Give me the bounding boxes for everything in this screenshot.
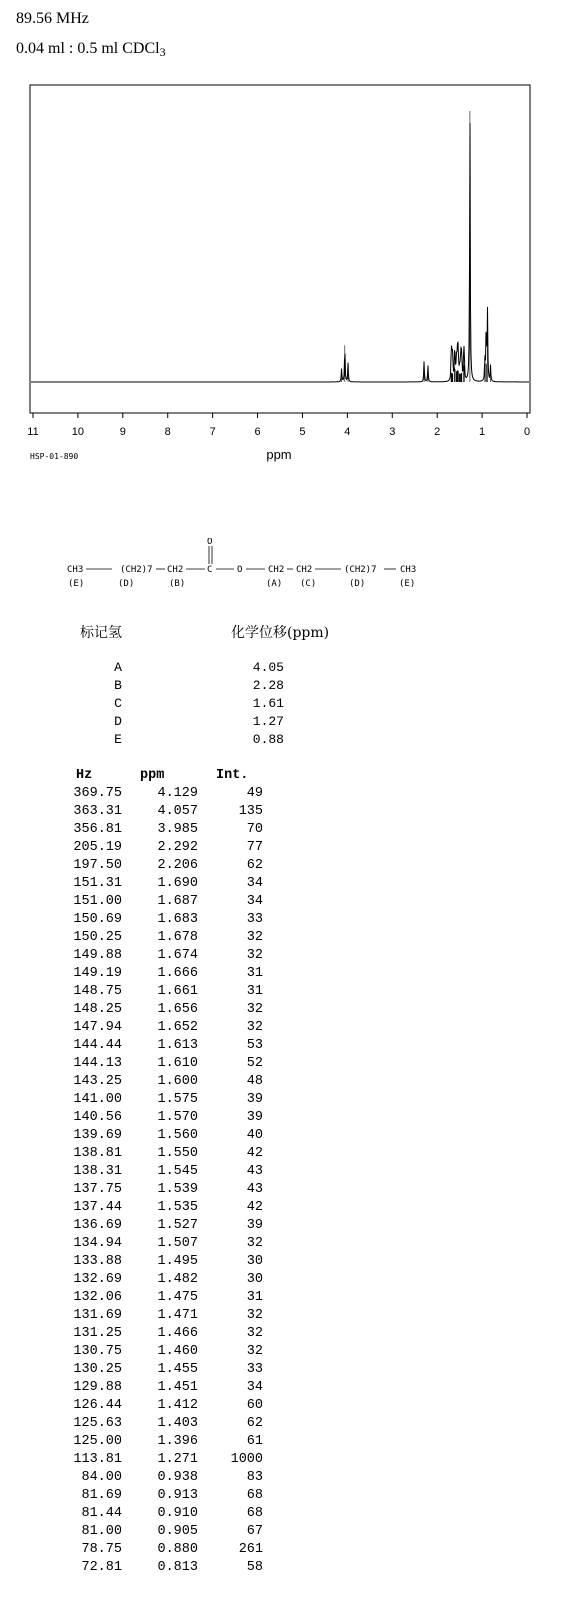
- sample-subscript: 3: [159, 45, 166, 59]
- peak-ppm: 0.813: [157, 1560, 198, 1575]
- formula-group: (CH2)7: [344, 565, 377, 575]
- peak-ppm: 0.913: [157, 1488, 198, 1503]
- peak-ppm: 1.678: [157, 930, 198, 945]
- peak-ppm: 4.057: [157, 804, 198, 819]
- peak-hz: 126.44: [73, 1398, 122, 1413]
- peak-hz: 143.25: [73, 1074, 122, 1089]
- peak-ppm: 1.271: [157, 1452, 198, 1467]
- peak-intensity: 43: [246, 1164, 263, 1179]
- peak-intensity: 32: [246, 1002, 263, 1017]
- peak-row: [0, 786, 300, 804]
- x-axis-label: ppm: [266, 447, 292, 462]
- peak-hz: 149.19: [73, 966, 122, 981]
- peak-intensity: 83: [246, 1470, 263, 1485]
- peak-intensity: 42: [246, 1200, 263, 1215]
- peak-intensity: 70: [246, 822, 263, 837]
- peak-hz: 139.69: [73, 1128, 122, 1143]
- peak-ppm: 0.880: [157, 1542, 198, 1557]
- peak-intensity: 34: [246, 876, 263, 891]
- sample-text: 0.04 ml : 0.5 ml CDCl: [16, 40, 160, 57]
- peak-intensity: 30: [246, 1272, 263, 1287]
- peak-ppm: 1.451: [157, 1380, 198, 1395]
- peak-hz: 148.75: [73, 984, 122, 999]
- peak-row: [0, 1254, 300, 1272]
- peak-ppm: 1.412: [157, 1398, 198, 1413]
- peak-row: [0, 1308, 300, 1326]
- shift-label: D: [114, 714, 122, 729]
- spectrum-trace: [31, 123, 529, 382]
- peak-hz: 125.00: [73, 1434, 122, 1449]
- peak-ppm: 1.475: [157, 1290, 198, 1305]
- peak-row: [0, 1272, 300, 1290]
- peak-hz: 137.44: [73, 1200, 122, 1215]
- shift-row: [0, 678, 300, 696]
- peak-ppm: 1.666: [157, 966, 198, 981]
- peak-hz: 144.44: [73, 1038, 122, 1053]
- peak-row: [0, 1020, 300, 1038]
- x-tick-label: 5: [299, 426, 306, 438]
- peak-ppm: 1.610: [157, 1056, 198, 1071]
- peak-ppm: 1.656: [157, 1002, 198, 1017]
- peak-intensity: 53: [246, 1038, 263, 1053]
- peak-hz: 149.88: [73, 948, 122, 963]
- peak-ppm: 1.545: [157, 1164, 198, 1179]
- formula-label: (C): [300, 579, 317, 589]
- peak-intensity: 32: [246, 1344, 263, 1359]
- peak-intensity: 68: [246, 1488, 263, 1503]
- peak-intensity: 77: [246, 840, 263, 855]
- peak-hz: 150.25: [73, 930, 122, 945]
- peak-row: [0, 1056, 300, 1074]
- peak-row: [0, 1236, 300, 1254]
- peak-row: [0, 1470, 300, 1488]
- shift-row: [0, 660, 300, 678]
- peak-hz: 125.63: [73, 1416, 122, 1431]
- peak-ppm: 2.206: [157, 858, 198, 873]
- peak-ppm: 1.396: [157, 1434, 198, 1449]
- peak-hz: 134.94: [73, 1236, 122, 1251]
- peak-row: [0, 1452, 300, 1470]
- peak-hz: 369.75: [73, 786, 122, 801]
- peak-ppm: 0.905: [157, 1524, 198, 1539]
- shift-row: [0, 732, 300, 750]
- shift-value: 0.88: [252, 732, 284, 747]
- peak-intensity: 32: [246, 1326, 263, 1341]
- peak-row: [0, 1218, 300, 1236]
- peak-hz: 197.50: [73, 858, 122, 873]
- formula-group: CH2: [268, 565, 285, 575]
- peak-header-hz: Hz: [76, 768, 93, 783]
- formula-label: (D): [118, 579, 135, 589]
- peak-ppm: 1.539: [157, 1182, 198, 1197]
- peak-ppm: 1.482: [157, 1272, 198, 1287]
- peak-row: [0, 876, 300, 894]
- peak-row: [0, 1164, 300, 1182]
- peak-intensity: 135: [238, 804, 263, 819]
- shift-value: 4.05: [252, 660, 284, 675]
- sample-description: [16, 40, 166, 58]
- spectrometer-frequency: 89.56 MHz: [16, 10, 89, 27]
- peak-row: [0, 1488, 300, 1506]
- peak-hz: 129.88: [73, 1380, 122, 1395]
- peak-ppm: 1.535: [157, 1200, 198, 1215]
- formula-group: O: [237, 565, 243, 575]
- peak-ppm: 4.129: [157, 786, 198, 801]
- peak-row: [0, 1380, 300, 1398]
- peak-intensity: 33: [246, 1362, 263, 1377]
- shift-ppm-header: 化学位移(ppm): [231, 625, 330, 641]
- peak-row: [0, 858, 300, 876]
- x-tick-label: 11: [27, 426, 39, 438]
- peak-row: [0, 984, 300, 1002]
- peak-row: [0, 1074, 300, 1092]
- peak-intensity: 33: [246, 912, 263, 927]
- shift-row: [0, 714, 300, 732]
- shift-label-header: 标记氢: [80, 625, 122, 641]
- x-tick-label: 2: [434, 426, 441, 438]
- peak-ppm: 2.292: [157, 840, 198, 855]
- peak-intensity: 32: [246, 1020, 263, 1035]
- peak-row: [0, 1362, 300, 1380]
- shift-row: [0, 696, 300, 714]
- peak-intensity: 39: [246, 1218, 263, 1233]
- peak-row: [0, 1110, 300, 1128]
- structure-formula: [60, 538, 440, 598]
- peak-hz: 131.25: [73, 1326, 122, 1341]
- shift-value: 1.27: [252, 714, 284, 729]
- peak-header-ppm: ppm: [140, 768, 165, 783]
- formula-label: (E): [399, 579, 416, 589]
- peak-ppm: 3.985: [157, 822, 198, 837]
- peak-hz: 140.56: [73, 1110, 122, 1125]
- peak-intensity: 62: [246, 1416, 263, 1431]
- x-tick-label: 9: [119, 426, 126, 438]
- peak-ppm: 1.575: [157, 1092, 198, 1107]
- peak-row: [0, 1542, 300, 1560]
- peak-ppm: 0.938: [157, 1470, 198, 1485]
- peak-ppm: 1.466: [157, 1326, 198, 1341]
- peak-intensity: 39: [246, 1110, 263, 1125]
- peak-intensity: 62: [246, 858, 263, 873]
- peak-intensity: 52: [246, 1056, 263, 1071]
- x-tick-label: 6: [254, 426, 261, 438]
- peak-row: [0, 1560, 300, 1578]
- peak-hz: 130.25: [73, 1362, 122, 1377]
- peak-ppm: 1.570: [157, 1110, 198, 1125]
- peak-hz: 113.81: [73, 1452, 122, 1467]
- peak-row: [0, 840, 300, 858]
- peak-hz: 138.81: [73, 1146, 122, 1161]
- peak-hz: 151.00: [73, 894, 122, 909]
- peak-hz: 148.25: [73, 1002, 122, 1017]
- peak-hz: 132.06: [73, 1290, 122, 1305]
- peak-row: [0, 1506, 300, 1524]
- x-tick-label: 7: [209, 426, 216, 438]
- peak-intensity: 42: [246, 1146, 263, 1161]
- formula-label: (E): [68, 579, 85, 589]
- peak-hz: 147.94: [73, 1020, 122, 1035]
- peak-hz: 138.31: [73, 1164, 122, 1179]
- peak-ppm: 1.455: [157, 1362, 198, 1377]
- peak-intensity: 34: [246, 894, 263, 909]
- peak-row: [0, 1398, 300, 1416]
- peak-ppm: 1.527: [157, 1218, 198, 1233]
- peak-ppm: 1.683: [157, 912, 198, 927]
- formula-group: CH3: [400, 565, 417, 575]
- peak-ppm: 1.550: [157, 1146, 198, 1161]
- shift-label: B: [114, 678, 122, 693]
- peak-row: [0, 1326, 300, 1344]
- formula-group: CH2: [296, 565, 313, 575]
- peak-intensity: 31: [246, 966, 263, 981]
- peak-ppm: 1.600: [157, 1074, 198, 1089]
- peak-hz: 205.19: [73, 840, 122, 855]
- x-tick-label: 1: [479, 426, 486, 438]
- peak-intensity: 261: [238, 1542, 263, 1557]
- peak-row: [0, 1344, 300, 1362]
- peak-intensity: 32: [246, 1236, 263, 1251]
- peak-hz: 81.44: [81, 1506, 122, 1521]
- peak-intensity: 58: [246, 1560, 263, 1575]
- peak-row: [0, 1128, 300, 1146]
- peak-hz: 132.69: [73, 1272, 122, 1287]
- carbonyl-oxygen: O: [207, 538, 213, 547]
- peak-ppm: 1.560: [157, 1128, 198, 1143]
- peak-hz: 133.88: [73, 1254, 122, 1269]
- peak-hz: 356.81: [73, 822, 122, 837]
- x-tick-label: 3: [389, 426, 396, 438]
- shift-value: 1.61: [252, 696, 284, 711]
- peak-intensity: 34: [246, 1380, 263, 1395]
- peak-intensity: 1000: [230, 1452, 263, 1467]
- peak-intensity: 32: [246, 1308, 263, 1323]
- formula-group: CH3: [67, 565, 84, 575]
- peak-row: [0, 1182, 300, 1200]
- peak-hz: 141.00: [73, 1092, 122, 1107]
- peak-row: [0, 1038, 300, 1056]
- nmr-spectrum-chart: [0, 75, 570, 470]
- spectrum-code: HSP-01-890: [30, 452, 79, 461]
- formula-label: (A): [266, 579, 283, 589]
- peak-ppm: 1.690: [157, 876, 198, 891]
- formula-label: (B): [169, 579, 186, 589]
- peak-intensity: 40: [246, 1128, 263, 1143]
- peak-row: [0, 1146, 300, 1164]
- peak-row: [0, 966, 300, 984]
- peak-row: [0, 1290, 300, 1308]
- peak-intensity: 49: [246, 786, 263, 801]
- peak-hz: 150.69: [73, 912, 122, 927]
- peak-hz: 144.13: [73, 1056, 122, 1071]
- peak-ppm: 1.661: [157, 984, 198, 999]
- peak-ppm: 1.460: [157, 1344, 198, 1359]
- formula-group: (CH2)7: [120, 565, 153, 575]
- peak-intensity: 30: [246, 1254, 263, 1269]
- shift-label: A: [114, 660, 122, 675]
- peak-row: [0, 1092, 300, 1110]
- peak-row: [0, 1416, 300, 1434]
- peak-hz: 78.75: [81, 1542, 122, 1557]
- peak-row: [0, 1200, 300, 1218]
- peak-ppm: 1.687: [157, 894, 198, 909]
- peak-row: [0, 930, 300, 948]
- peak-row: [0, 1524, 300, 1542]
- peak-row: [0, 804, 300, 822]
- peak-ppm: 1.652: [157, 1020, 198, 1035]
- peak-ppm: 1.613: [157, 1038, 198, 1053]
- x-tick-label: 10: [71, 426, 85, 438]
- shift-label: E: [114, 732, 122, 747]
- formula-group: C: [207, 565, 213, 575]
- peak-row: [0, 948, 300, 966]
- peak-intensity: 32: [246, 948, 263, 963]
- peak-row: [0, 894, 300, 912]
- peak-intensity: 61: [246, 1434, 263, 1449]
- peak-hz: 136.69: [73, 1218, 122, 1233]
- shift-value: 2.28: [252, 678, 284, 693]
- peak-ppm: 1.471: [157, 1308, 198, 1323]
- peak-intensity: 39: [246, 1092, 263, 1107]
- peak-row: [0, 822, 300, 840]
- peak-intensity: 32: [246, 930, 263, 945]
- formula-label: (D): [349, 579, 366, 589]
- peak-intensity: 31: [246, 1290, 263, 1305]
- peak-hz: 363.31: [73, 804, 122, 819]
- formula-group: CH2: [167, 565, 184, 575]
- peak-ppm: 1.507: [157, 1236, 198, 1251]
- peak-intensity: 67: [246, 1524, 263, 1539]
- peak-row: [0, 1434, 300, 1452]
- x-tick-label: 8: [164, 426, 171, 438]
- x-tick-label: 0: [523, 426, 531, 438]
- peak-intensity: 68: [246, 1506, 263, 1521]
- shift-label: C: [114, 696, 122, 711]
- peak-hz: 151.31: [73, 876, 122, 891]
- peak-intensity: 31: [246, 984, 263, 999]
- peak-hz: 81.00: [81, 1524, 122, 1539]
- peak-hz: 81.69: [81, 1488, 122, 1503]
- peak-row: [0, 1002, 300, 1020]
- peak-ppm: 1.495: [157, 1254, 198, 1269]
- peak-row: [0, 912, 300, 930]
- peak-intensity: 60: [246, 1398, 263, 1413]
- peak-ppm: 1.674: [157, 948, 198, 963]
- peak-hz: 72.81: [81, 1560, 122, 1575]
- peak-hz: 130.75: [73, 1344, 122, 1359]
- peak-hz: 137.75: [73, 1182, 122, 1197]
- x-tick-label: 4: [344, 426, 351, 438]
- peak-hz: 131.69: [73, 1308, 122, 1323]
- peak-ppm: 1.403: [157, 1416, 198, 1431]
- peak-intensity: 43: [246, 1182, 263, 1197]
- peak-header-int: Int.: [216, 768, 249, 783]
- peak-ppm: 0.910: [157, 1506, 198, 1521]
- peak-hz: 84.00: [81, 1470, 122, 1485]
- peak-intensity: 48: [246, 1074, 263, 1089]
